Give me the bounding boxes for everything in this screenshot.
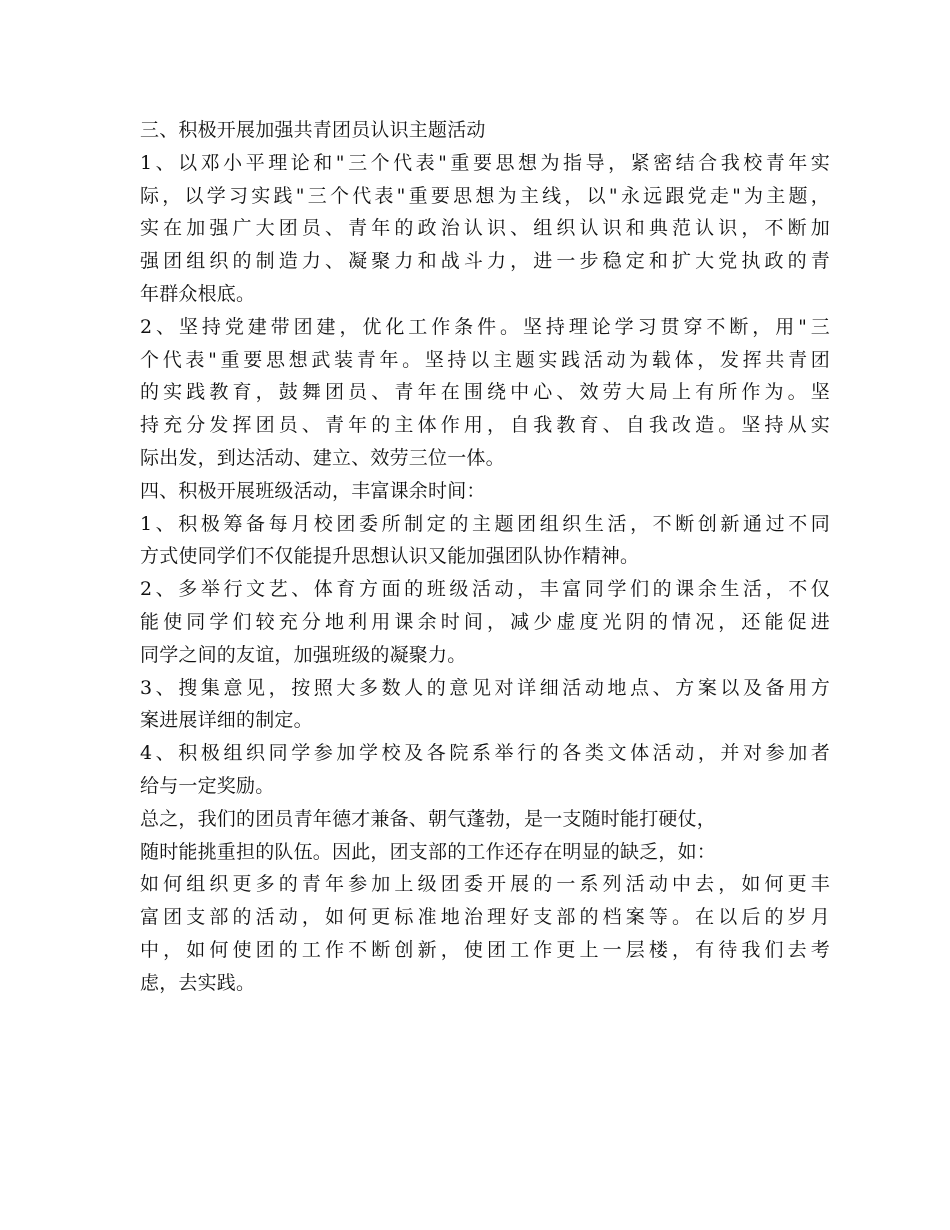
paragraph-line: 3、搜集意见，按照大多数人的意见对详细活动地点、方案以及备用方 [140,676,830,699]
paragraph-line: 实在加强广大团员、青年的政治认识、组织认识和典范认识，不断加 [140,217,830,240]
paragraph-line: 案进展详细的制定。 [140,709,313,732]
paragraph-line: 持充分发挥团员、青年的主体作用，自我教育、自我改造。坚持从实 [140,414,830,437]
paragraph-line: 给与一定奖励。 [140,774,275,797]
paragraph-line: 年群众根底。 [140,282,256,305]
paragraph-line: 随时能挑重担的队伍。因此，团支部的工作还存在明显的缺乏，如： [140,840,717,863]
paragraph-line: 如何组织更多的青年参加上级团委开展的一系列活动中去，如何更丰 [140,873,830,896]
paragraph-line: 2、坚持党建带团建，优化工作条件。坚持理论学习贯穿不断，用"三 [140,315,830,338]
paragraph-line: 4、积极组织同学参加学校及各院系举行的各类文体活动，并对参加者 [140,742,830,765]
paragraph-line: 总之，我们的团员青年德才兼备、朝气蓬勃，是一支随时能打硬仗， [140,807,717,830]
section-heading-4: 四、积极开展班级活动，丰富课余时间： [140,479,486,502]
paragraph-line: 的实践教育，鼓舞团员、青年在围绕中心、效劳大局上有所作为。坚 [140,381,830,404]
paragraph-line: 1、积极筹备每月校团委所制定的主题团组织生活，不断创新通过不同 [140,512,830,535]
paragraph-line: 能使同学们较充分地利用课余时间，减少虚度光阴的情况，还能促进 [140,610,830,633]
paragraph-line: 富团支部的活动，如何更标准地治理好支部的档案等。在以后的岁月 [140,906,830,929]
paragraph-line: 1、以邓小平理论和"三个代表"重要思想为指导，紧密结合我校青年实 [140,151,830,174]
section-heading-3: 三、积极开展加强共青团员认识主题活动 [140,119,486,141]
document-page [140,114,830,1000]
paragraph-line: 际，以学习实践"三个代表"重要思想为主线，以"永远跟党走"为主题， [140,184,830,207]
paragraph-line: 强团组织的制造力、凝聚力和战斗力，进一步稳定和扩大党执政的青 [140,250,830,273]
paragraph-line: 个代表"重要思想武装青年。坚持以主题实践活动为载体，发挥共青团 [140,348,830,371]
paragraph-line: 方式使同学们不仅能提升思想认识又能加强团队协作精神。 [140,545,640,568]
paragraph-line: 同学之间的友谊，加强班级的凝聚力。 [140,643,467,666]
paragraph-line: 2、多举行文艺、体育方面的班级活动，丰富同学们的课余生活，不仅 [140,578,830,601]
paragraph-line: 中，如何使团的工作不断创新，使团工作更上一层楼，有待我们去考 [140,938,830,961]
paragraph-line: 际出发，到达活动、建立、效劳三位一体。 [140,446,505,469]
paragraph-line: 虑，去实践。 [140,971,256,994]
